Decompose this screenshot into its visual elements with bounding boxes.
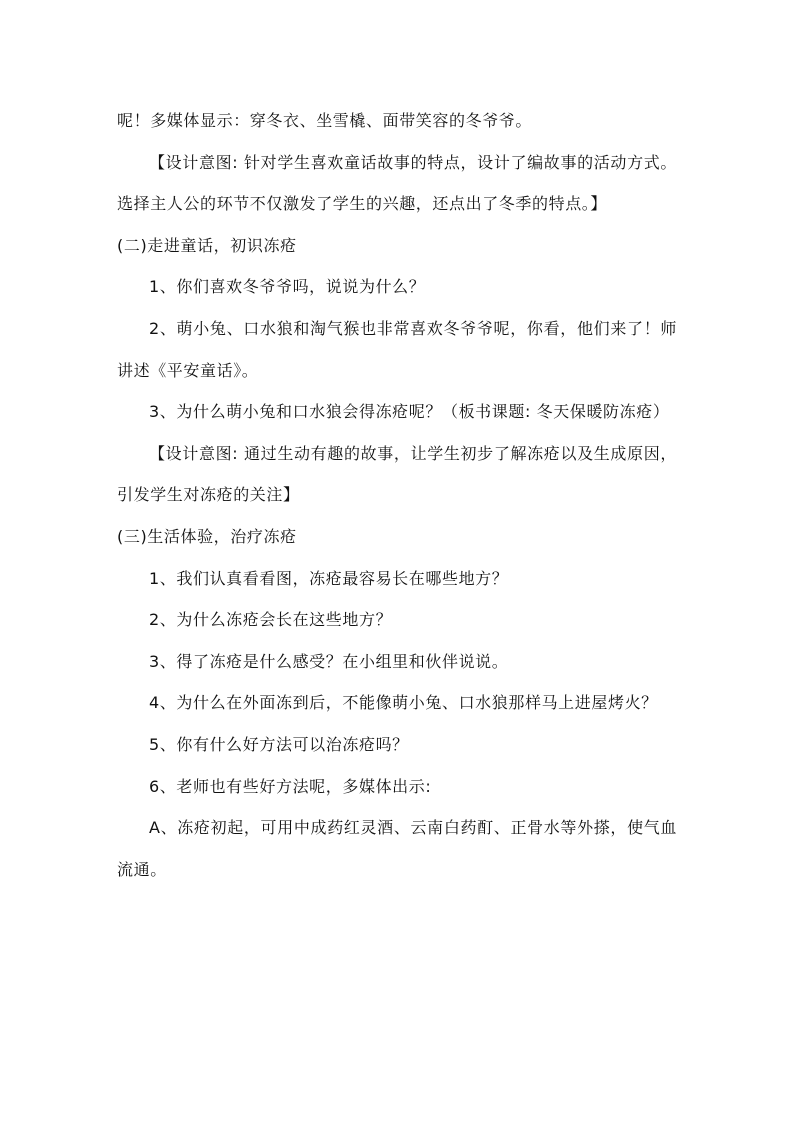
document-body: [117, 100, 677, 890]
list-item: 4、为什么在外面冻到后，不能像萌小兔、口水狼那样马上进屋烤火？: [149, 693, 658, 713]
section-heading-2: (二)走进童话，初识冻疮: [117, 235, 297, 255]
design-intent-note-1: 【设计意图: 针对学生喜欢童话故事的特点，设计了编故事的活动方式。选择主人公的环节不仅激发了学生的兴趣，还点出了冬季的特点。】: [117, 152, 677, 214]
list-item: 1、你们喜欢冬爷爷吗，说说为什么？: [149, 277, 426, 297]
list-item: 2、为什么冻疮会长在这些地方？: [149, 610, 393, 630]
list-item: 3、为什么萌小兔和口水狼会得冻疮呢？（板书课题: 冬天保暖防冻疮）: [149, 402, 670, 422]
list-item: 5、你有什么好方法可以治冻疮吗？: [149, 734, 409, 754]
design-intent-note-2: 【设计意图: 通过生动有趣的故事，让学生初步了解冻疮以及生成原因，引发学生对冻疮的关注】: [117, 443, 677, 505]
section-heading-3: (三)生活体验，治疗冻疮: [117, 526, 297, 546]
list-item: 1、我们认真看看图，冻疮最容易长在哪些地方？: [149, 568, 509, 588]
list-item: 2、萌小兔、口水狼和淘气猴也非常喜欢冬爷爷呢，你看，他们来了！师讲述《平安童话》。: [117, 318, 677, 380]
list-item: 6、老师也有些好方法呢，多媒体出示:: [149, 776, 432, 796]
paragraph-continuation: 呢！多媒体显示：穿冬衣、坐雪橇、面带笑容的冬爷爷。: [117, 111, 533, 130]
list-item: 3、得了冻疮是什么感受？在小组里和伙伴说说。: [149, 651, 509, 671]
list-item: A、冻疮初起，可用中成药红灵酒、云南白药酊、正骨水等外搽，使气血流通。: [117, 818, 677, 879]
